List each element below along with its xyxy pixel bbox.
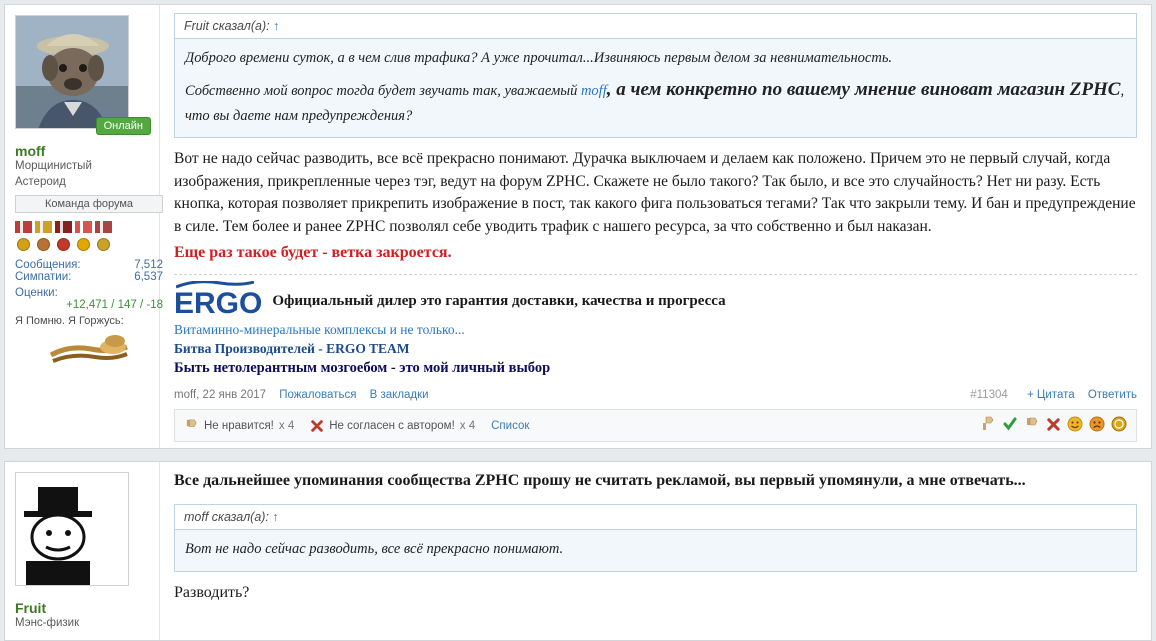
rating-count: х 4 xyxy=(278,419,295,432)
rating-group-dislike[interactable] xyxy=(184,418,294,433)
quote-button[interactable]: + Цитата xyxy=(1026,389,1075,402)
post-body xyxy=(174,148,1137,264)
hands-decoration xyxy=(15,329,163,363)
quote-author[interactable]: moff xyxy=(184,510,209,525)
post-meta-bar xyxy=(174,389,1137,401)
reply-button[interactable]: Ответить xyxy=(1087,389,1137,402)
post-meta-right xyxy=(970,389,1137,401)
post xyxy=(4,4,1152,449)
quote-body xyxy=(175,39,1136,137)
stat-value: 7,512 xyxy=(134,259,163,272)
blockquote xyxy=(174,13,1137,138)
post-user-column xyxy=(5,5,163,448)
ergo-logo-text: ERGO xyxy=(174,287,263,321)
user-mention[interactable]: moff xyxy=(580,83,607,100)
avatar-image xyxy=(16,473,129,586)
sad-icon[interactable] xyxy=(1089,416,1105,435)
ergo-logo xyxy=(174,283,262,319)
user-stats xyxy=(15,259,163,328)
signature-motto: Быть нетолерантным мозгоебом - это мой личный выбор xyxy=(174,360,551,377)
online-status-badge: Онлайн xyxy=(96,117,151,135)
quote-said-label: сказал(а): xyxy=(212,19,270,33)
smile-icon[interactable] xyxy=(1067,416,1083,435)
post-body-warning: Еще раз такое будет - ветка закроется. xyxy=(174,244,452,262)
logo-swoosh-icon xyxy=(176,281,254,289)
avatar-wrapper xyxy=(15,15,143,132)
proud-label: Я Помню. Я Горжусь: xyxy=(15,315,124,328)
coin-icon[interactable] xyxy=(1111,416,1127,435)
ratings-numbers: +12,471 / 147 / -18 xyxy=(66,299,163,312)
rating-count: х 4 xyxy=(459,419,476,432)
rating-label: Не нравится! xyxy=(204,419,274,432)
medal-icon[interactable] xyxy=(75,221,92,251)
avatar-wrapper xyxy=(15,472,129,586)
username[interactable]: moff xyxy=(15,143,46,159)
blockquote xyxy=(174,504,1137,571)
username[interactable]: Fruit xyxy=(15,600,47,617)
quote-header xyxy=(175,14,1136,39)
signature-link-2[interactable]: Битва Производителей - ERGO TEAM xyxy=(174,341,410,357)
quote-jump-arrow-icon[interactable]: ↑ xyxy=(273,19,280,33)
quote-line-2-emphasis: , а чем конкретно по вашему мнение виноват магазин ZPHC xyxy=(606,79,1121,101)
post-body: Разводить? xyxy=(174,583,250,601)
quote-said-label: сказал(а): xyxy=(211,510,269,525)
quote-line-2 xyxy=(185,75,1126,127)
medal-icon[interactable] xyxy=(55,221,72,251)
staff-badge: Команда форума xyxy=(15,195,163,213)
signature-top-row xyxy=(174,283,1137,319)
user-title-line-1: Морщинистый xyxy=(15,160,92,172)
avatar[interactable] xyxy=(15,15,129,129)
thumb-down-icon[interactable] xyxy=(1024,416,1040,435)
stat-row xyxy=(15,271,163,283)
signature xyxy=(174,274,1137,377)
signature-tagline: Официальный дилер это гарантия доставки, качества и прогресса xyxy=(272,292,726,309)
user-title-line-1: Мэнс-физик xyxy=(15,617,80,630)
ratings-value xyxy=(15,299,163,311)
user-title-line-2: Астероид xyxy=(15,175,66,188)
avatar[interactable] xyxy=(15,472,129,586)
signature-link-1[interactable]: Витаминно-минеральные комплексы и не только... xyxy=(174,322,465,338)
post-meta-left xyxy=(174,389,970,401)
post-ratings-bar xyxy=(174,409,1137,442)
hands-icon xyxy=(49,329,129,363)
quote-body xyxy=(175,530,1136,570)
medal-row xyxy=(15,219,151,251)
post-author-date: moff, 22 янв 2017 xyxy=(174,389,266,402)
stat-value: 6,537 xyxy=(134,271,163,284)
check-icon[interactable] xyxy=(1002,416,1018,435)
stat-row xyxy=(15,259,163,271)
quote-line-1: Вот не надо сейчас разводить, все всё прекрасно понимают. xyxy=(185,541,564,558)
post-message-column xyxy=(160,5,1151,448)
cross-icon[interactable] xyxy=(1046,417,1061,435)
quote-jump-arrow-icon[interactable]: ↑ xyxy=(272,510,279,525)
quote-header xyxy=(175,505,1136,530)
rating-label: Не согласен с автором! xyxy=(329,419,455,432)
post-message-column xyxy=(160,462,1151,640)
rating-list-link[interactable]: Список xyxy=(491,419,530,432)
stat-label: Сообщения: xyxy=(15,259,81,272)
medal-icon[interactable] xyxy=(95,221,112,251)
avatar-image xyxy=(16,16,129,129)
post-heading: Все дальнейшее упоминания сообщества ZPHC прошу не считать рекламой, вы первый упомянули, а мне отвечать... xyxy=(174,472,1026,490)
quote-line-2-post: , что вы даете нам предупреждения? xyxy=(185,83,1125,124)
report-link[interactable]: Пожаловаться xyxy=(279,389,357,402)
rating-group-disagree[interactable] xyxy=(310,419,475,433)
post-user-column xyxy=(5,462,160,640)
stat-label: Симпатии: xyxy=(15,271,72,284)
quote-author[interactable]: Fruit xyxy=(184,19,209,33)
post-number[interactable]: #11304 xyxy=(970,389,1008,402)
bookmark-link[interactable]: В закладки xyxy=(369,389,429,402)
thumb-up-icon[interactable] xyxy=(980,416,996,435)
cross-icon xyxy=(310,419,324,433)
quote-line-2-pre: Собственно мой вопрос тогда будет звучать так, уважаемый xyxy=(185,83,581,100)
post-body-text: Вот не надо сейчас разводить, все всё прекрасно понимают. Дурачка выключаем и делаем как положено. Причем это не первый случай, когда изображения, прикрепленные через тэг, ведут на форум ZPHC. Скажете не было такого? Так было, и все это случайность? Нет ни разу. Есть кнопка, которая позволяет прикрепить изображение в пост, так какого фига пользоваться тегами? Так что закрыли тему. И бан и предупреждение в силе. Тем более и ранее ZPHC позволял себе уводить трафик с нашего ресурса, за что собственно и был наказан. xyxy=(174,150,1136,235)
quote-line-1: Доброго времени суток, а в чем слив трафика? А уже прочитал...Извиняюсь первым делом за невнимательность. xyxy=(185,50,893,66)
thumb-down-icon xyxy=(184,418,199,433)
post xyxy=(4,461,1152,641)
medal-icon[interactable] xyxy=(15,221,32,251)
ratings-label: Оценки: xyxy=(15,287,58,300)
rating-action-icons xyxy=(980,416,1127,435)
medal-icon[interactable] xyxy=(35,221,52,251)
